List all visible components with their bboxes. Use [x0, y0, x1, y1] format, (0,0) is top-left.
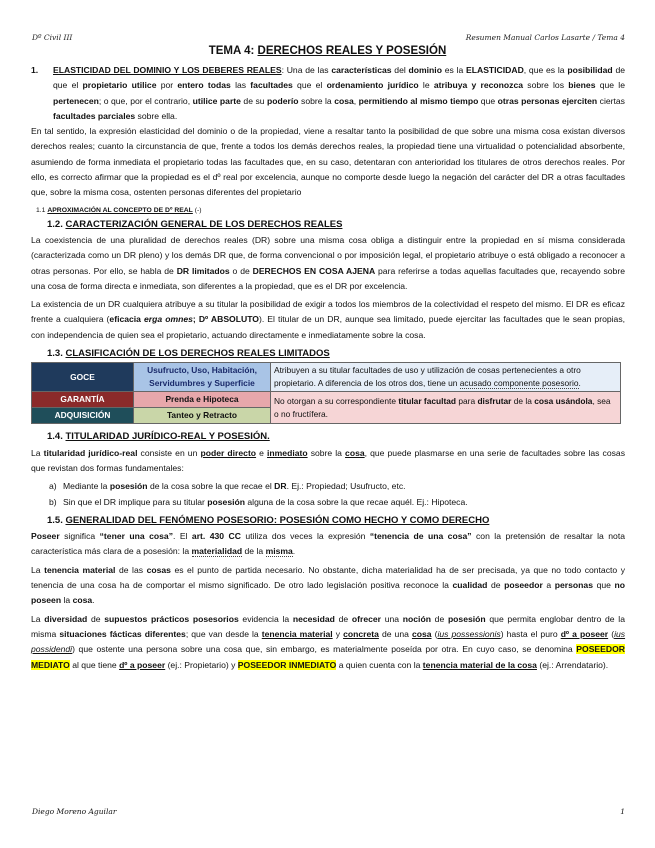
section-1-5-heading: 1.5. GENERALIDAD DEL FENÓMENO POSESORIO: POSESIÓN COMO HECHO Y COMO DERECHO	[47, 514, 490, 526]
table-cell-examples: Prenda e Hipoteca	[134, 392, 271, 408]
paragraph-1-4: La titularidad jurídico-real consiste en un poder directo e inmediato sobre la cosa, que puede plasmarse en una serie de facultades sobre las cosas que revistan dos formas fundamentales:	[31, 447, 625, 473]
list-item: a) Mediante la posesión de la cosa sobre la que recae el DR. Ej.: Propiedad; Usufructo, etc.	[49, 481, 406, 492]
section-1-number: 1.	[31, 65, 39, 75]
section-1-2-heading: 1.2. CARACTERIZACIÓN GENERAL DE LOS DERECHOS REALES	[47, 218, 343, 230]
list-item: b) Sin que el DR implique para su titular posesión alguna de la cosa sobre la que recae aquél. Ej.: Hipoteca.	[49, 496, 468, 507]
table-cell-type: GOCE	[32, 363, 134, 392]
document-body	[31, 63, 625, 676]
table-row	[32, 392, 621, 408]
classification-table	[31, 362, 621, 424]
table-row	[32, 363, 621, 392]
paragraph-1-5-b: La tenencia material de las cosas es el punto de partida necesario. No obstante, dicha materialidad ha de ser precisada, ya que no todo contacto y tenencia de una cosa ha de comportar el mismo significado. De otro lado legislación positiva reconoce la cualidad de poseedor a personas que no poseen la cosa.	[31, 564, 625, 606]
section-1-4-heading: 1.4. TITULARIDAD JURÍDICO-REAL Y POSESIÓN.	[47, 431, 270, 443]
paragraph-1-5-a: Poseer significa “tener una cosa”. El art. 430 CC utiliza dos veces la expresión “tenencia de una cosa” con la pretensión de resaltar la nota característica más clara de a posesión: la materialidad de la misma.	[31, 531, 625, 557]
paragraph-elasticidad: En tal sentido, la expresión elasticidad del dominio o de la propiedad, viene a resaltar tanto la posibilidad de que sobre una misma cosa existan diversos derechos reales; cuanto la circunstancia de que, frente a todos los demás derechos reales, la propiedad tiene una virtualidad o potencialidad absorbente, asumiendo de forma inmediata el propietario todas las facultades que, en su caso, detentaran con anterioridad los titulares de otros derechos reales. Por ello, es correcto afirmar que la propiedad es el dº real por excelencia, aunque no comporte desde luego la negación del carácter del DR a otras facultades que, sobre la misma cosa, ostenten personas diferentes del propietario	[31, 126, 625, 198]
paragraph-1-2-b: La existencia de un DR cualquiera atribuye a su titular la posibilidad de exigir a todos los miembros de la colectividad el respeto del mismo. El DR es eficaz frente a cualquiera (eficacia erga omnes; Dº ABSOLUTO). El titular de un DR, aunque sea limitado, puede ejercitar las facultades que le sean propias, con independencia de quien sea el propietario, actuando directamente e inmediatamente sobre la cosa.	[31, 299, 625, 340]
highlight-poseedor-mediato: POSEEDOR MEDIATO	[31, 644, 625, 670]
table-cell-type: GARANTÍA	[32, 392, 134, 408]
section-1-text: ELASTICIDAD DEL DOMINIO Y LOS DEBERES REALES: Una de las características del dominio es la ELASTICIDAD, que es la posibilidad de que el propietario utilice por entero todas las facultades que el ordenamiento jurídico le atribuya y reconozca sobre los bienes que le pertenecen; o que, por el contrario, utilice parte de su poderío sobre la cosa, permitiendo al mismo tiempo que otras personas ejerciten ciertas facultades parciales sobre ella.	[53, 65, 626, 121]
table-cell-examples: Usufructo, Uso, Habitación, Servidumbres y Superficie	[134, 363, 271, 392]
table-cell-type: ADQUISICIÓN	[32, 408, 134, 424]
footer-author: Diego Moreno Aguilar	[32, 807, 117, 816]
page-title: TEMA 4: DERECHOS REALES Y POSESIÓN	[208, 45, 447, 57]
table-cell-description: No otorgan a su correspondiente titular facultad para disfrutar de la cosa usándola, sea o no fructífera.	[271, 392, 621, 424]
subsection-1-1: 1.1 APROXIMACIÓN AL CONCEPTO DE Dº REAL (-)	[36, 206, 202, 214]
section-1	[31, 63, 625, 124]
header-right: Resumen Manual Carlos Lasarte / Tema 4	[465, 33, 625, 42]
header-left: Dº Civil III	[32, 33, 73, 42]
paragraph-1-2-a: La coexistencia de una pluralidad de derechos reales (DR) sobre una misma cosa obliga a distinguir entre la propiedad en sí misma considerada (caracterizada como un DR pleno) y los demás DR que, de forma convencional o por imposición legal, el propietario atribuye o está obligado a reconocer a otras personas. Por ello, se habla de DR limitados o de DERECHOS EN COSA AJENA para referirse a todas aquellas facultades que, recayendo sobre una cosa de forma directa e inmediata, son diferentes a la propiedad, que es el DR por excelencia.	[31, 234, 625, 291]
list-1-4	[49, 479, 625, 510]
paragraph-1-5-c: La diversidad de supuestos prácticos posesorios evidencia la necesidad de ofrecer una noción de posesión que permita englobar dentro de la misma situaciones fácticas diferentes; que van desde la tenencia material y concreta de una cosa (ius possessionis) hasta el puro dº a poseer (ius possidendi) que ostente una persona sobre una cosa que, sin embargo, es materialmente poseída por otra. En cuyo caso, se denomina POSEEDOR MEDIATO al que tiene dº a poseer (ej.: Propietario) y POSEEDOR INMEDIATO a quien cuenta con la tenencia material de la cosa (ej.: Arrendatario).	[31, 613, 626, 670]
table-cell-examples: Tanteo y Retracto	[134, 408, 271, 424]
page-number: 1	[620, 807, 625, 816]
highlight-poseedor-inmediato: POSEEDOR INMEDIATO	[237, 659, 337, 670]
table-cell-description: Atribuyen a su titular facultades de uso y utilización de cosas pertenecientes a otro propietario. A diferencia de los otros dos, tiene un acusado componente posesorio.	[271, 363, 621, 392]
section-1-3-heading: 1.3. CLASIFICACIÓN DE LOS DERECHOS REALES LIMITADOS	[47, 348, 330, 360]
